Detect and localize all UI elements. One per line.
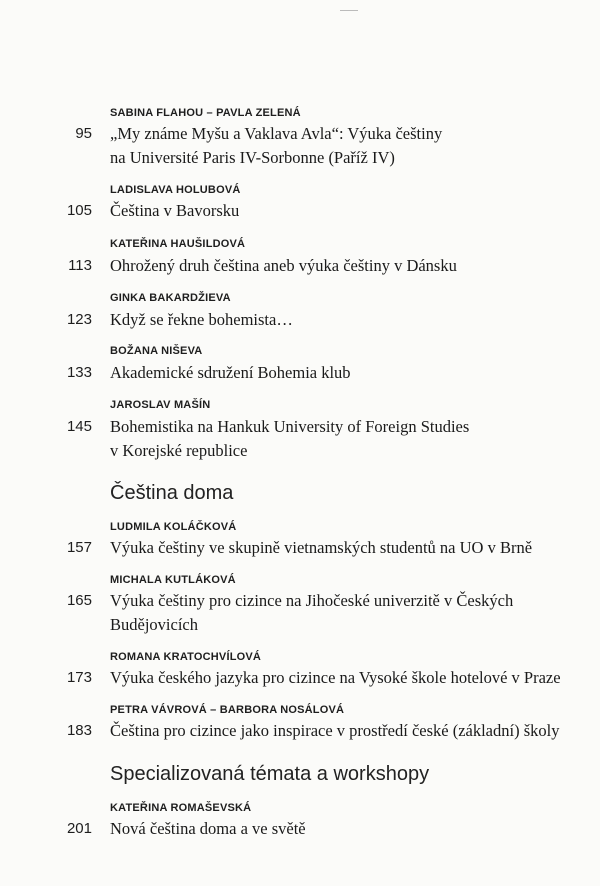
entry-page: 105 <box>66 202 92 219</box>
entry-title: „My známe Myšu a Vaklava Avla“: Výuka češtiny <box>110 124 443 143</box>
entry-title: v Korejské republice <box>110 441 248 460</box>
section-heading: Specializovaná témata a workshopy <box>110 763 430 785</box>
entry-page: 113 <box>68 257 92 274</box>
entry-author: JAROSLAV MAŠÍN <box>110 399 211 411</box>
entry-title: Budějovicích <box>110 615 198 634</box>
entry-title: Nová čeština doma a ve světě <box>110 819 306 838</box>
entry-page: 173 <box>66 669 92 686</box>
entry-author: LADISLAVA HOLUBOVÁ <box>110 184 241 196</box>
entry-title: Výuka češtiny pro cizince na Jihočeské univerzitě v Českých <box>110 591 514 610</box>
entry-title: Bohemistika na Hankuk University of Foreign Studies <box>110 417 470 436</box>
entry-author: KATEŘINA HAUŠILDOVÁ <box>110 238 246 250</box>
entry-title: Čeština v Bavorsku <box>110 201 240 220</box>
entry-page: 183 <box>66 722 92 739</box>
entry-title: Výuka českého jazyka pro cizince na Vysoké škole hotelové v Praze <box>110 668 561 687</box>
scan-mark <box>340 10 358 11</box>
entry-title: Akademické sdružení Bohemia klub <box>110 363 351 382</box>
entry-title: Ohrožený druh čeština aneb výuka češtiny v Dánsku <box>110 256 457 275</box>
entry-author: KATEŘINA ROMAŠEVSKÁ <box>110 802 252 814</box>
entry-page: 145 <box>66 418 92 435</box>
entry-author: ROMANA KRATOCHVÍLOVÁ <box>110 651 262 663</box>
entry-page: 201 <box>66 820 92 837</box>
entry-page: 165 <box>66 592 92 609</box>
entry-title: na Université Paris IV-Sorbonne (Paříž IV) <box>110 148 395 167</box>
entry-page: 123 <box>66 311 92 328</box>
entry-author: PETRA VÁVROVÁ – BARBORA NOSÁLOVÁ <box>110 704 345 716</box>
entry-author: GINKA BAKARDŽIEVA <box>110 292 231 304</box>
entry-page: 157 <box>66 539 92 556</box>
entry-author: LUDMILA KOLÁČKOVÁ <box>110 521 237 533</box>
entry-author: SABINA FLAHOU – PAVLA ZELENÁ <box>110 107 301 119</box>
entry-author: MICHALA KUTLÁKOVÁ <box>110 574 236 586</box>
entry-title: Výuka češtiny ve skupině vietnamských studentů na UO v Brně <box>110 538 533 557</box>
entry-page: 95 <box>75 125 92 142</box>
entry-author: BOŽANA NIŠEVA <box>110 345 203 357</box>
section-heading: Čeština doma <box>110 482 234 504</box>
entry-title: Čeština pro cizince jako inspirace v prostředí české (základní) školy <box>110 721 560 740</box>
entry-page: 133 <box>66 364 92 381</box>
entry-title: Když se řekne bohemista… <box>110 310 293 329</box>
